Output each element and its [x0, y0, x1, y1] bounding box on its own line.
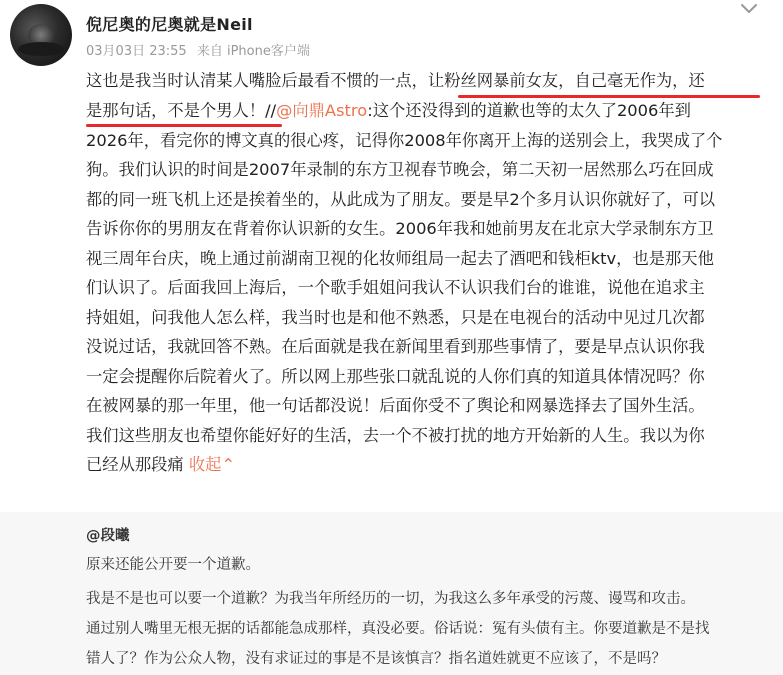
post-text-line: 没说过话，我就回答不熟。在后面就是我在新闻里看到那些事情了，要是早点认识你我: [86, 337, 705, 356]
post-source: 来自 iPhone客户端: [196, 44, 310, 59]
post-text-line: 一定会提醒你后院着火了。所以网上那些张口就乱说的人你们真的知道具体情况吗？你: [86, 367, 705, 386]
post-text-line: 告诉你你的男朋友在背着你认识新的女生。2006年我和她前男友在北京大学录制东方卫: [86, 219, 714, 238]
quoted-reply: [0, 512, 783, 675]
post-text-line: 是那句话，不是个男人！//@向鼎Astro:这个还没得到的道歉也等的太久了2006年到: [86, 101, 691, 120]
post-text-line: 这也是我当时认清某人嘴脸后最看不惯的一点，让粉丝网暴前女友，自己毫无作为，还: [86, 71, 705, 90]
post-text-line: 2026年，看完你的博文真的很心疼，记得你2008年你离开上海的送别会上，我哭成了个: [86, 131, 723, 150]
chevron-down-icon[interactable]: [737, 0, 761, 18]
avatar[interactable]: [10, 4, 72, 66]
post-text-line: 持姐姐，问我他人怎么样，我当时也是和他不熟悉，只是在电视台的活动中见过几次都: [86, 308, 705, 327]
post-text-line: 在被网暴的那一年里，他一句话都没说！后面你受不了舆论和网暴选择去了国外生活。: [86, 396, 705, 415]
reply-text-line: 我是不是也可以要一个道歉？为我当年所经历的一切，为我这么多年承受的污蔑、谩骂和攻击。: [86, 591, 695, 607]
post-meta: [86, 40, 316, 59]
avatar-shoulder: [18, 42, 64, 56]
post-text-line: 狗。我们认识的时间是2007年录制的东方卫视春节晚会，第二天初一居然那么巧在回成: [86, 160, 714, 179]
username[interactable]: 倪尼奥的尼奥就是Neil: [86, 15, 253, 34]
post-text-line: 们认识了。后面我回上海后，一个歌手姐姐问我认不认识我们台的谁谁，说他在追求主: [86, 278, 705, 297]
reply-text-line: 错人了？作为公众人物，没有求证过的事是不是该慎言？指名道姓就更不应该了，不是吗？: [86, 651, 666, 667]
reply-author[interactable]: @段曦: [86, 528, 130, 544]
collapse-link[interactable]: 收起⌃: [188, 455, 236, 474]
post-date: 03月03日 23:55: [86, 44, 187, 59]
post-text-line: 视三周年台庆，晚上通过前湖南卫视的化妆师组局一起去了酒吧和钱柜ktv，也是那天他: [86, 249, 714, 268]
post-text-line: 都的同一班飞机上还是挨着坐的，从此成为了朋友。要是早2个多月认识你就好了，可以: [86, 190, 716, 209]
post-text-line: 我们这些朋友也希望你能好好的生活，去一个不被打扰的地方开始新的人生。我以为你: [86, 426, 705, 445]
reply-text-line: 原来还能公开要一个道歉。: [86, 557, 260, 573]
highlight-underline: [86, 124, 282, 127]
post-text-line: 已经从那段痛 收起⌃: [86, 455, 236, 474]
highlight-underline: [458, 95, 760, 98]
reply-text-line: 通过别人嘴里无根无据的话都能急成那样，真没必要。俗话说：冤有头债有主。你要道歉是不是找: [86, 621, 710, 637]
mention-link[interactable]: @向鼎Astro: [276, 101, 368, 120]
